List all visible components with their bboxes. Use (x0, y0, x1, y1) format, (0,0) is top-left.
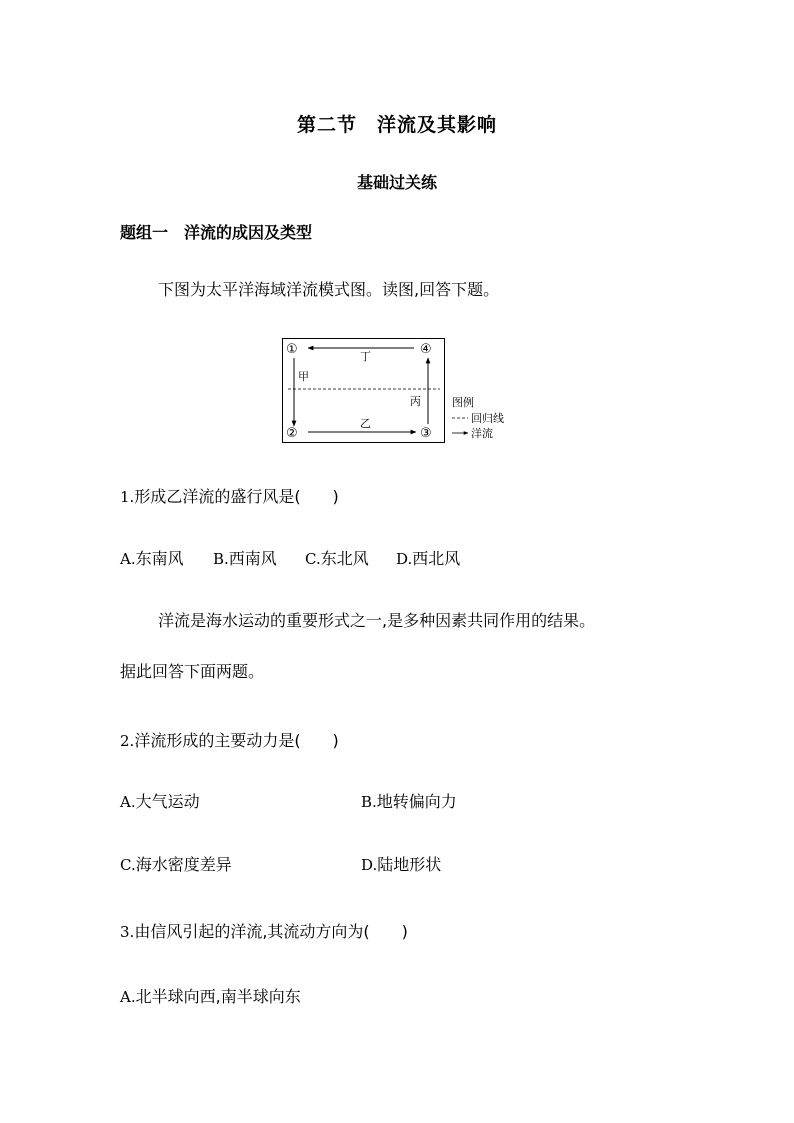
ocean-current-diagram (282, 338, 522, 452)
q1-text: 形成乙洋流的盛行风是( ) (134, 487, 339, 506)
q3-option-a: A.北半球向西,南半球向东 (120, 987, 301, 1006)
q2-option-d: D.陆地形状 (361, 855, 442, 874)
label-yi: 乙 (360, 417, 371, 430)
page-title: 第二节 洋流及其影响 (296, 114, 497, 136)
question-1 (120, 484, 339, 507)
marker-3: ③ (420, 426, 432, 441)
q1-option-d: D.西北风 (396, 549, 461, 568)
diagram-svg (282, 338, 522, 448)
q1-option-a: A.东南风 (120, 549, 184, 568)
q1-option-b: B.西南风 (213, 549, 277, 568)
q2-option-c: C.海水密度差异 (120, 855, 232, 874)
q2-number: 2. (120, 732, 135, 750)
intro-text-2-line-2: 据此回答下面两题。 (120, 662, 265, 681)
q3-number: 3. (120, 923, 135, 941)
label-jia: 甲 (298, 370, 309, 383)
intro-text-2-line-1: 洋流是海水运动的重要形式之一,是多种因素共同作用的结果。 (158, 611, 596, 630)
marker-1: ① (286, 342, 298, 357)
marker-2: ② (286, 426, 298, 441)
label-bing: 丙 (410, 395, 421, 408)
legend-tropic: 回归线 (471, 412, 504, 425)
intro-text-1: 下图为太平洋海域洋流模式图。读图,回答下题。 (158, 280, 500, 299)
q1-number: 1. (120, 488, 135, 506)
marker-4: ④ (420, 342, 432, 357)
q3-text: 由信风引起的洋流,其流动方向为( ) (134, 922, 408, 941)
page-subtitle: 基础过关练 (356, 173, 437, 192)
section-heading: 题组一 洋流的成因及类型 (120, 223, 313, 242)
question-3 (120, 919, 408, 942)
label-ding: 丁 (360, 350, 371, 363)
legend-current: 洋流 (471, 427, 493, 440)
q2-option-b: B.地转偏向力 (361, 792, 457, 811)
q2-option-a: A.大气运动 (120, 792, 200, 811)
q2-text: 洋流形成的主要动力是( ) (134, 731, 339, 750)
question-2 (120, 728, 339, 751)
q1-option-c: C.东北风 (305, 549, 369, 568)
legend-title: 图例 (452, 396, 474, 409)
